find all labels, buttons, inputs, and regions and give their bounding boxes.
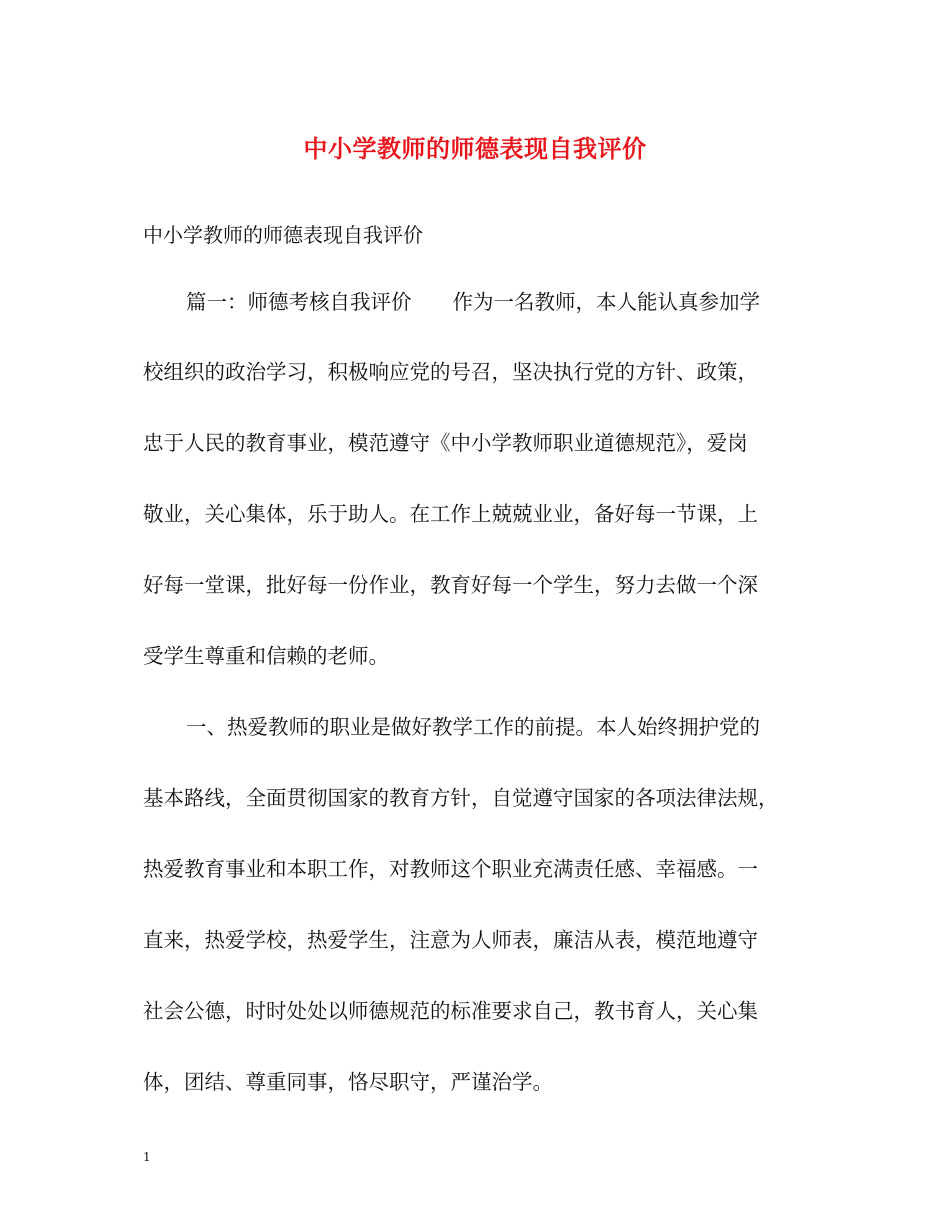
paragraph-2-line-1: 一、热爱教师的职业是做好教学工作的前提。本人始终拥护党的 [186, 715, 760, 739]
paragraph-2-line-5: 社会公德，时时处处以师德规范的标准要求自己，教书育人，关心集 [143, 999, 758, 1023]
paragraph-1-line-3: 忠于人民的教育事业，模范遵守《中小学教师职业道德规范》，爱岗 [143, 431, 748, 455]
paragraph-2-line-4: 直来，热爱学校，热爱学生，注意为人师表，廉洁从表，模范地遵守 [143, 928, 758, 952]
document-subtitle: 中小学教师的师德表现自我评价 [143, 223, 423, 247]
paragraph-1-line-5: 好每一堂课，批好每一份作业，教育好每一个学生，努力去做一个深 [143, 573, 758, 597]
paragraph-2-line-6: 体，团结、尊重同事，恪尽职守，严谨治学。 [143, 1070, 553, 1094]
paragraph-1-line-1: 篇一：师德考核自我评价 作为一名教师，本人能认真参加学 [186, 290, 760, 314]
document-title: 中小学教师的师德表现自我评价 [303, 134, 647, 163]
paragraph-1-line-6: 受学生尊重和信赖的老师。 [143, 644, 389, 668]
paragraph-2-line-2: 基本路线，全面贯彻国家的教育方针，自觉遵守国家的各项法律法规， [143, 786, 779, 810]
page-number: 1 [143, 1150, 151, 1164]
paragraph-2-line-3: 热爱教育事业和本职工作，对教师这个职业充满责任感、幸福感。一 [143, 857, 758, 881]
paragraph-1-line-2: 校组织的政治学习，积极响应党的号召，坚决执行党的方针、政策， [143, 360, 758, 384]
paragraph-1-line-4: 敬业，关心集体，乐于助人。在工作上兢兢业业，备好每一节课，上 [143, 502, 758, 526]
